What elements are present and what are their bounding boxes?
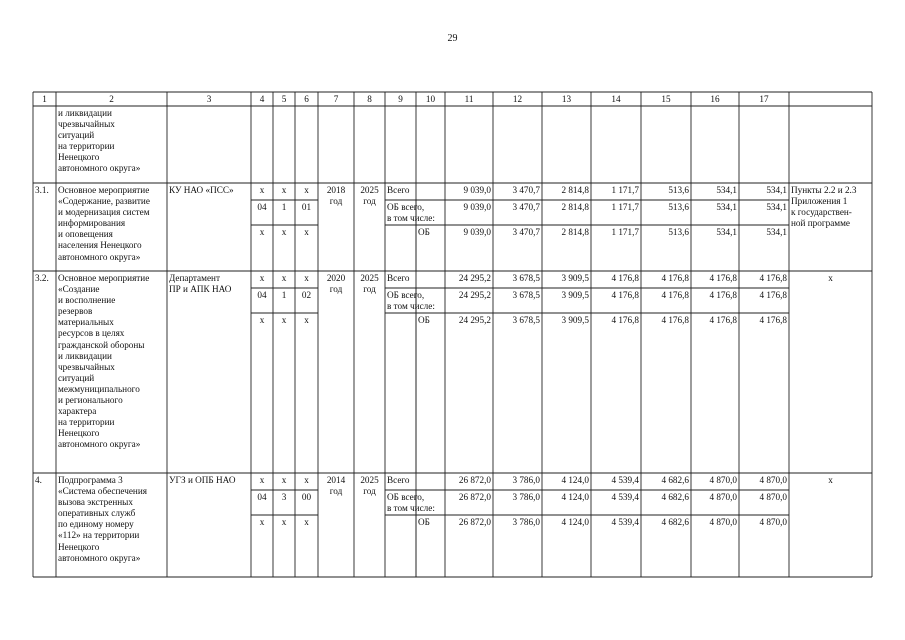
budget-code: х bbox=[304, 315, 309, 325]
end-year: 2025 год bbox=[360, 475, 379, 497]
budget-code: х bbox=[281, 227, 287, 237]
amount-cell: 4 176,8 bbox=[661, 315, 689, 325]
end-year: 2025 год bbox=[360, 185, 379, 207]
amount-cell: 3 678,5 bbox=[512, 273, 540, 283]
header-cell: 11 bbox=[464, 94, 474, 104]
executor: УГЗ и ОПБ НАО bbox=[169, 475, 236, 485]
start-year: 2018 год bbox=[326, 185, 346, 207]
executor: Департамент ПР и АПК НАО bbox=[169, 273, 232, 295]
amount-cell: 3 786,0 bbox=[512, 475, 540, 485]
budget-code: х bbox=[281, 517, 287, 527]
budget-code: х bbox=[259, 273, 265, 283]
budget-code: х bbox=[304, 475, 309, 485]
amount-cell: 4 124,0 bbox=[561, 475, 589, 485]
budget-code: х bbox=[281, 315, 287, 325]
budget-code: х bbox=[281, 185, 287, 195]
activity-name: Основное мероприятие «Создание и восполнение резервов материальных ресурсов в целях гражданской обороны и ликвидации чрезвычайных ситуаций межмуниципального и регионального характера на территории Ненецкого автономного округа» bbox=[58, 273, 150, 450]
budget-code: х bbox=[281, 273, 287, 283]
header-cell: 13 bbox=[561, 94, 572, 104]
funding-source: Всего bbox=[387, 475, 410, 485]
header-cell: 4 bbox=[259, 94, 265, 104]
amount-cell: 513,6 bbox=[668, 227, 689, 237]
header-cell: 17 bbox=[759, 94, 769, 104]
amount-cell: 4 176,8 bbox=[709, 315, 737, 325]
amount-cell: 4 539,4 bbox=[611, 492, 639, 502]
amount-cell: 4 682,6 bbox=[661, 517, 689, 527]
amount-cell: 4 870,0 bbox=[759, 517, 787, 527]
amount-cell: 9 039,0 bbox=[463, 202, 491, 212]
start-year: 2020 год bbox=[326, 273, 346, 295]
budget-code: х bbox=[259, 227, 265, 237]
funding-source: ОБ всего, в том числе: bbox=[387, 202, 435, 224]
budget-code: х bbox=[281, 475, 287, 485]
budget-code: 3 bbox=[281, 492, 287, 502]
amount-cell: 3 678,5 bbox=[512, 315, 540, 325]
funding-source: ОБ bbox=[418, 517, 430, 527]
amount-cell: 3 786,0 bbox=[512, 492, 540, 502]
amount-cell: 3 678,5 bbox=[512, 290, 540, 300]
amount-cell: 9 039,0 bbox=[463, 227, 491, 237]
amount-cell: 4 176,8 bbox=[661, 290, 689, 300]
amount-cell: 4 176,8 bbox=[709, 290, 737, 300]
funding-source: ОБ всего, в том числе: bbox=[387, 290, 435, 312]
amount-cell: 4 176,8 bbox=[759, 273, 787, 283]
budget-code: х bbox=[259, 185, 265, 195]
header-cell: 6 bbox=[304, 94, 309, 104]
amount-cell: 4 176,8 bbox=[611, 290, 639, 300]
amount-cell: 4 870,0 bbox=[759, 475, 787, 485]
amount-cell: 24 295,2 bbox=[458, 290, 491, 300]
amount-cell: 4 176,8 bbox=[661, 273, 689, 283]
amount-cell: 4 870,0 bbox=[709, 517, 737, 527]
amount-cell: 4 682,6 bbox=[661, 492, 689, 502]
amount-cell: 26 872,0 bbox=[458, 517, 491, 527]
amount-cell: 1 171,7 bbox=[611, 202, 639, 212]
amount-cell: 3 470,7 bbox=[512, 202, 540, 212]
header-cell: 10 bbox=[425, 94, 436, 104]
amount-cell: 4 870,0 bbox=[709, 475, 737, 485]
amount-cell: 1 171,7 bbox=[611, 227, 639, 237]
funding-source: ОБ bbox=[418, 315, 430, 325]
amount-cell: 2 814,8 bbox=[561, 202, 589, 212]
activity-name: Подпрограмма 3 «Система обеспечения вызова экстренных оперативных служб по единому номеру «112» на территории Ненецкого автономного округа» bbox=[58, 475, 147, 563]
amount-cell: 534,1 bbox=[716, 202, 737, 212]
amount-cell: 513,6 bbox=[668, 202, 689, 212]
header-cell: 16 bbox=[710, 94, 720, 104]
header-cell: 8 bbox=[367, 94, 372, 104]
amount-cell: 3 470,7 bbox=[512, 185, 540, 195]
page-number: 29 bbox=[447, 33, 458, 44]
amount-cell: 3 786,0 bbox=[512, 517, 540, 527]
budget-code: 00 bbox=[301, 492, 312, 502]
budget-code: 04 bbox=[257, 492, 267, 502]
amount-cell: 4 176,8 bbox=[759, 315, 787, 325]
amount-cell: 3 909,5 bbox=[561, 315, 589, 325]
amount-cell: 24 295,2 bbox=[458, 273, 491, 283]
note-cell: х bbox=[828, 475, 833, 485]
amount-cell: 4 870,0 bbox=[709, 492, 737, 502]
amount-cell: 4 539,4 bbox=[611, 475, 639, 485]
budget-code: х bbox=[259, 517, 265, 527]
amount-cell: 534,1 bbox=[766, 202, 787, 212]
row-number: 3.2. bbox=[35, 273, 49, 283]
end-year: 2025 год bbox=[360, 273, 379, 295]
amount-cell: 24 295,2 bbox=[458, 315, 491, 325]
budget-code: 01 bbox=[301, 202, 312, 212]
header-cell: 9 bbox=[398, 94, 403, 104]
amount-cell: 4 539,4 bbox=[611, 517, 639, 527]
header-cell: 2 bbox=[109, 94, 114, 104]
amount-cell: 513,6 bbox=[668, 185, 689, 195]
budget-code: 04 bbox=[257, 290, 267, 300]
header-cell: 1 bbox=[42, 94, 47, 104]
amount-cell: 3 909,5 bbox=[561, 290, 589, 300]
header-cell: 3 bbox=[206, 94, 212, 104]
amount-cell: 2 814,8 bbox=[561, 185, 589, 195]
amount-cell: 26 872,0 bbox=[458, 492, 491, 502]
note-cell: Пункты 2.2 и 2.3 Приложения 1 к государствен- ной программе bbox=[791, 185, 857, 229]
amount-cell: 4 176,8 bbox=[709, 273, 737, 283]
amount-cell: 26 872,0 bbox=[458, 475, 491, 485]
amount-cell: 3 909,5 bbox=[561, 273, 589, 283]
header-cell: 7 bbox=[333, 94, 339, 104]
funding-source: ОБ всего, в том числе: bbox=[387, 492, 435, 514]
amount-cell: 4 124,0 bbox=[561, 492, 589, 502]
amount-cell: 4 682,6 bbox=[661, 475, 689, 485]
amount-cell: 534,1 bbox=[716, 227, 737, 237]
budget-code: х bbox=[259, 475, 265, 485]
amount-cell: 4 176,8 bbox=[611, 315, 639, 325]
budget-code: х bbox=[304, 517, 309, 527]
budget-code: х bbox=[304, 185, 309, 195]
budget-code: х bbox=[304, 227, 309, 237]
continued-name: и ликвидации чрезвычайных ситуаций на территории Ненецкого автономного округа» bbox=[58, 108, 141, 174]
amount-cell: 4 176,8 bbox=[759, 290, 787, 300]
header-cell: 12 bbox=[512, 94, 523, 104]
amount-cell: 534,1 bbox=[716, 185, 737, 195]
amount-cell: 9 039,0 bbox=[463, 185, 491, 195]
budget-code: 1 bbox=[281, 202, 287, 212]
budget-code: х bbox=[304, 273, 309, 283]
executor: КУ НАО «ПСС» bbox=[169, 185, 234, 195]
amount-cell: 4 176,8 bbox=[611, 273, 639, 283]
row-number: 3.1. bbox=[35, 185, 49, 195]
header-cell: 15 bbox=[661, 94, 671, 104]
amount-cell: 2 814,8 bbox=[561, 227, 589, 237]
amount-cell: 4 870,0 bbox=[759, 492, 787, 502]
row-number: 4. bbox=[35, 475, 42, 485]
amount-cell: 534,1 bbox=[766, 185, 787, 195]
start-year: 2014 год bbox=[326, 475, 346, 497]
budget-code: х bbox=[259, 315, 265, 325]
budget-code: 02 bbox=[301, 290, 312, 300]
funding-source: Всего bbox=[387, 273, 410, 283]
funding-source: ОБ bbox=[418, 227, 430, 237]
amount-cell: 3 470,7 bbox=[512, 227, 540, 237]
activity-name: Основное мероприятие «Содержание, развитие и модернизация систем информирования и оповещения населения Ненецкого автономного округа» bbox=[58, 185, 150, 262]
amount-cell: 4 124,0 bbox=[561, 517, 589, 527]
header-cell: 14 bbox=[611, 94, 621, 104]
header-cell: 5 bbox=[281, 94, 287, 104]
funding-source: Всего bbox=[387, 185, 410, 195]
amount-cell: 1 171,7 bbox=[611, 185, 639, 195]
note-cell: х bbox=[828, 273, 833, 283]
budget-code: 1 bbox=[281, 290, 287, 300]
amount-cell: 534,1 bbox=[766, 227, 787, 237]
budget-code: 04 bbox=[257, 202, 267, 212]
